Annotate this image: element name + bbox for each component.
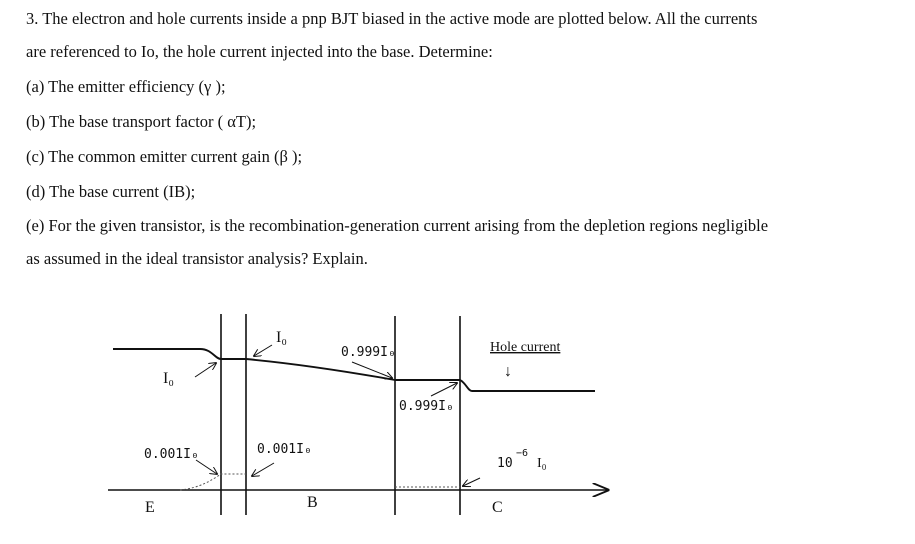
base-0001-arrow <box>252 463 274 476</box>
upper-0999-label: 0.999I₀ <box>341 345 396 360</box>
part-b: (b) The base transport factor ( αT); <box>26 112 257 131</box>
collector-ten-label: 10 <box>497 456 513 471</box>
region-c-label: C <box>492 499 503 516</box>
collector-io-label: I₀ <box>537 456 547 471</box>
base-0001-label: 0.001I₀ <box>257 442 312 457</box>
lower-0999-arrow <box>431 383 457 396</box>
collector-small-arrow <box>463 478 480 486</box>
emitter-0001-arrow <box>196 460 217 474</box>
region-b-label: B <box>307 494 318 511</box>
part-e-line-2: as assumed in the ideal transistor analysis? Explain. <box>26 249 368 268</box>
part-d: (d) The base current (IB); <box>26 182 196 201</box>
io-top-arrow <box>254 345 272 356</box>
problem-line-1: 3. The electron and hole currents inside a pnp BJT biased in the active mode are plotted below. All the currents <box>26 9 758 28</box>
part-c: (c) The common emitter current gain (β ); <box>26 147 303 166</box>
lower-0999-label: 0.999I₀ <box>399 399 454 414</box>
region-e-label: E <box>145 499 155 516</box>
problem-line-2: are referenced to Io, the hole current injected into the base. Determine: <box>26 42 493 61</box>
io-top-label: I₀ <box>276 329 287 346</box>
part-e-line-1: (e) For the given transistor, is the recombination-generation current arising from the depletion regions negligible <box>26 216 769 235</box>
collector-exponent-label: −6 <box>516 448 529 459</box>
io-left-label: I₀ <box>163 370 174 387</box>
emitter-electron-current <box>180 474 246 490</box>
hole-current-down-arrow: ↓ <box>504 363 512 380</box>
emitter-0001-label: 0.001I₀ <box>144 447 199 462</box>
io-left-arrow <box>195 363 216 377</box>
hole-current-label: Hole current <box>490 340 561 355</box>
part-a: (a) The emitter efficiency (γ ); <box>26 77 226 96</box>
